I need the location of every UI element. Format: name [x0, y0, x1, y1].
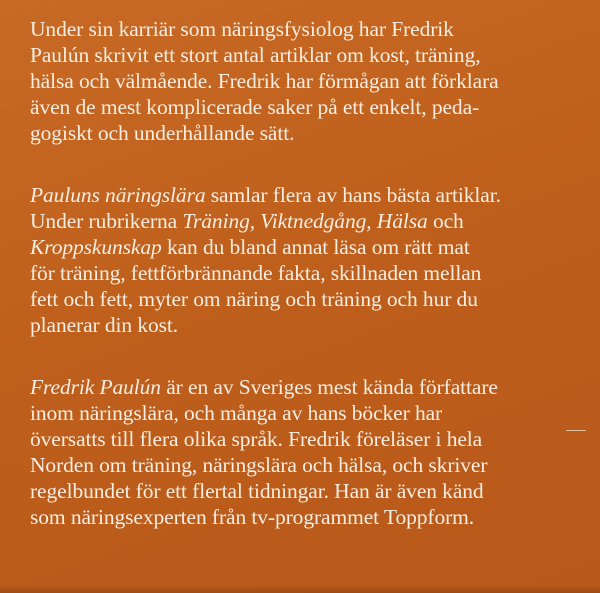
- section-names: Träning, Viktnedgång, Hälsa: [182, 209, 428, 233]
- text-line: [30, 234, 590, 260]
- text-line: gogiskt och underhållande sätt.: [30, 121, 295, 145]
- paragraph-author-bio: [30, 374, 590, 530]
- text-line: som näringsexperten från tv-programmet Toppform.: [30, 505, 475, 529]
- author-name: Fredrik Paulún: [30, 375, 161, 399]
- text-line: även de mest komplicerade saker på ett enkelt, peda-: [30, 95, 480, 119]
- text-line: översatts till flera olika språk. Fredrik föreläser i hela: [30, 427, 483, 451]
- section-name: Kroppskunskap: [30, 235, 162, 259]
- text-line: [30, 182, 590, 208]
- text-segment: är en av Sveriges mest kända författare: [160, 375, 498, 399]
- paragraph-career: [30, 16, 590, 146]
- text-line: [30, 208, 590, 234]
- text-segment: samlar flera av hans bästa artiklar.: [205, 183, 501, 207]
- text-line: inom näringslära, och många av hans böcker har: [30, 401, 443, 425]
- text-line: för träning, fettförbrännande fakta, skillnaden mellan: [30, 261, 482, 285]
- back-cover-text: [30, 16, 590, 530]
- paragraph-book-contents: [30, 182, 590, 338]
- text-line: Paulún skrivit ett stort antal artiklar om kost, träning,: [30, 43, 481, 67]
- text-line: hälsa och välmående. Fredrik har förmågan att förklara: [30, 69, 499, 93]
- text-segment: och: [427, 209, 464, 233]
- text-line: Under sin karriär som näringsfysiolog har Fredrik: [30, 17, 454, 41]
- text-line: Norden om träning, näringslära och hälsa, och skriver: [30, 453, 488, 477]
- text-line: planerar din kost.: [30, 313, 179, 337]
- text-segment: kan du bland annat läsa om rätt mat: [161, 235, 470, 259]
- text-line: fett och fett, myter om näring och träning och hur du: [30, 287, 478, 311]
- cover-bottom-edge: [0, 585, 600, 593]
- text-line: [30, 374, 590, 400]
- margin-dash-mark: [566, 430, 586, 431]
- book-title: Pauluns näringslära: [30, 183, 206, 207]
- text-segment: Under rubrikerna: [30, 209, 183, 233]
- text-line: regelbundet för ett flertal tidningar. Han är även känd: [30, 479, 484, 503]
